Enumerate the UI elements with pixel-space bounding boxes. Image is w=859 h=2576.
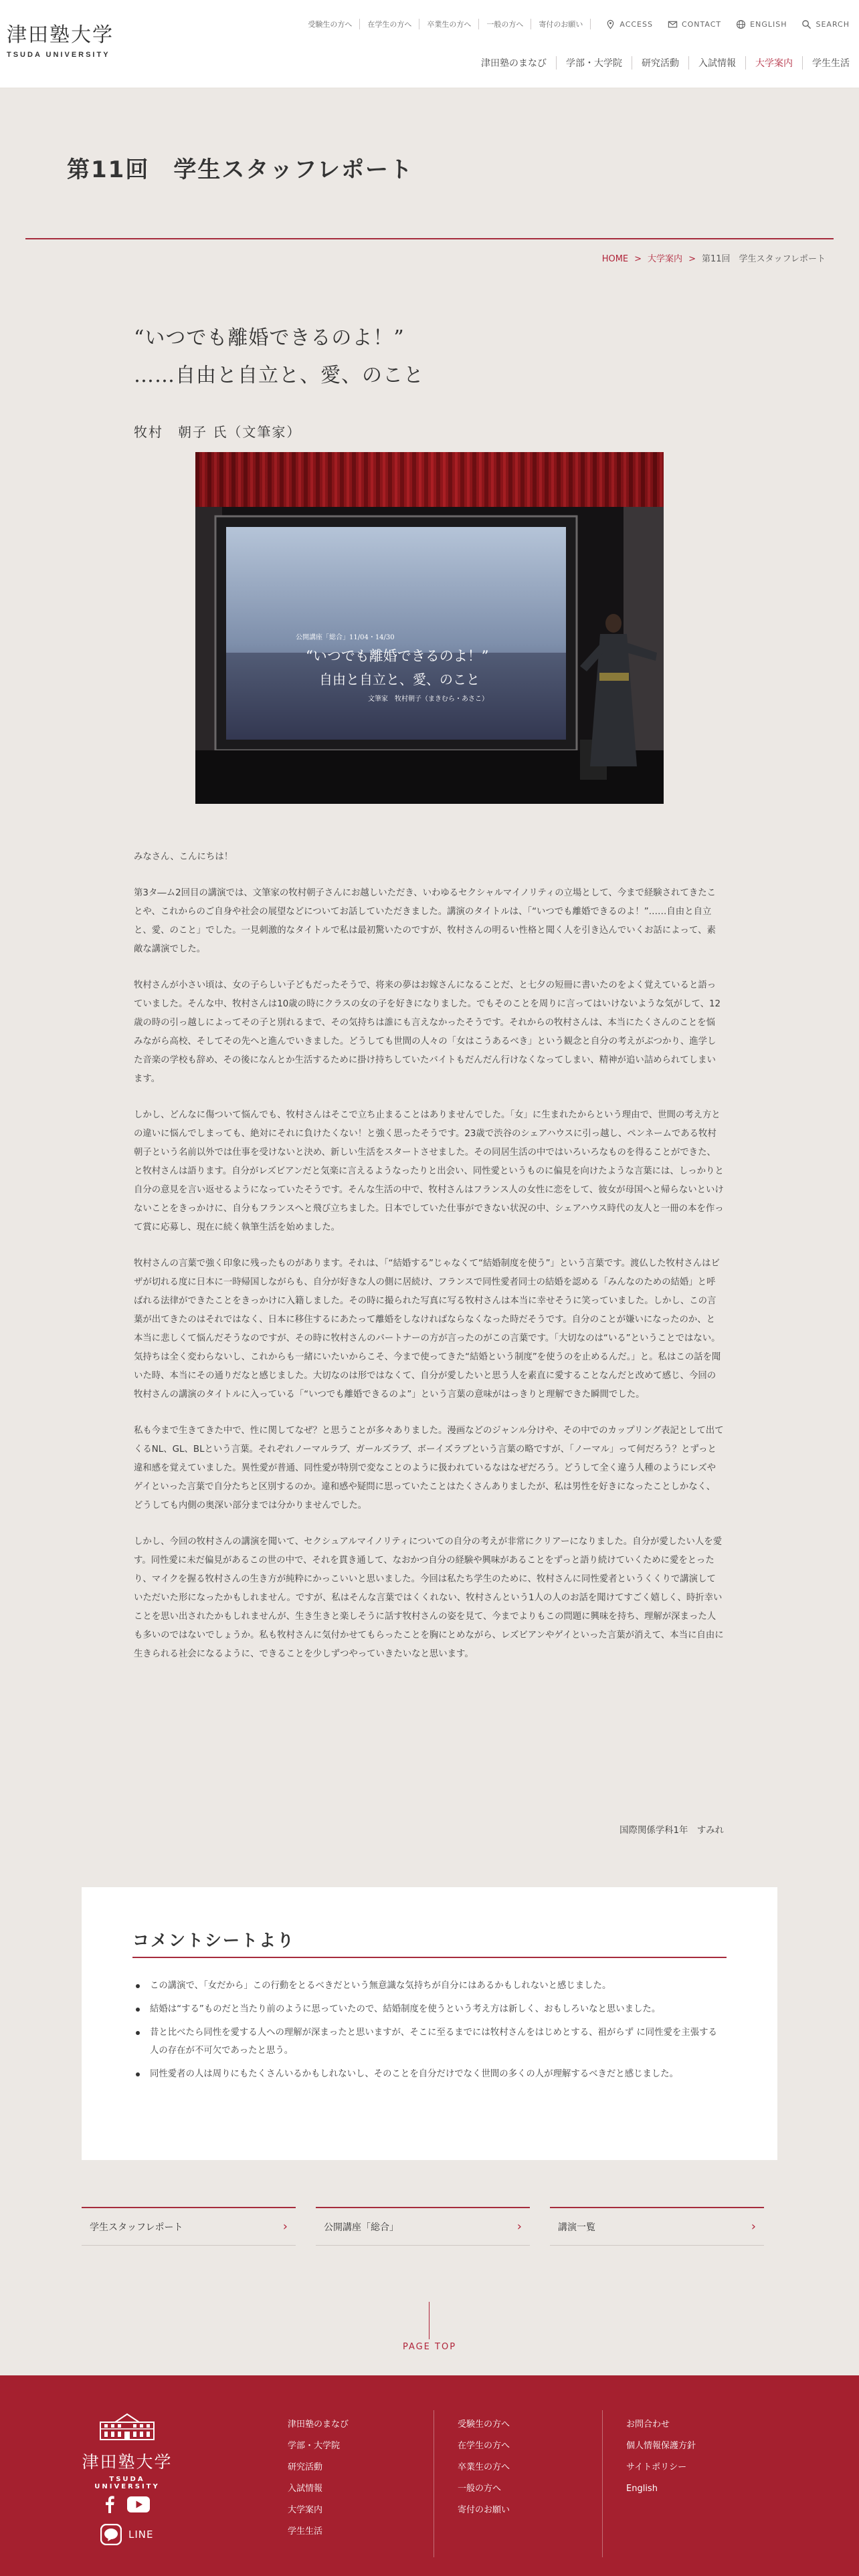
breadcrumb-current: 第11回 学生スタッフレポート (701, 254, 826, 264)
breadcrumb-home[interactable]: HOME (601, 254, 629, 264)
page-title: 第11回 学生スタッフレポート (67, 156, 413, 183)
footer-link[interactable]: 津田塾のまなび (288, 2420, 349, 2430)
footer-link[interactable]: 一般の方へ (458, 2484, 502, 2494)
mail-icon (668, 19, 678, 29)
related-link-label: 講演一覧 (558, 2222, 595, 2233)
main-nav (472, 56, 850, 70)
comment-sheet-divider (132, 1957, 727, 1958)
article-paragraph: しかし、どんなに傷ついて悩んでも、牧村さんはそこで立ち止まることはありませんでした。「女」に生まれたからという理由で、世間の考え方との違いに悩んでしまっても、絶対にそれに負けたくない！と強く思ったそうです。23歳で渋谷のシェアハウスに引っ越し、ペンネームである牧村朝子という名前以外では仕事を受けないと決め、新しい生活をスタートさせました。その同居生活の中ではいろいろなものを得ることができた、と牧村さんは語ります。自分がレズビアンだと気楽に言えるようなったりと出会い、同性愛というものに偏見を向けたような言葉には、しっかりと自分の意見を言い返せるようになっていたそうです。そんな生活の中で、牧村さんはフランス人の女性に恋をして、彼女が母国へと帰らないといけないことをきっかけに、自分もフランスへと飛び立ちました。日本でしていた仕事ができない状況の中、シェアハウス時代の友人と一冊の本を作って賞に応募し、現在に続く執筆生活を始めました。 (134, 1110, 724, 1232)
contact-label: CONTACT (681, 19, 722, 29)
facebook-icon (104, 2496, 115, 2513)
footer-link[interactable]: 大学案内 (288, 2505, 323, 2515)
slide-text-1: 公開講座「総合」11/04・14/30 (296, 634, 395, 641)
speaker-name: 牧村 朝子 氏（文筆家） (134, 424, 302, 440)
main-nav-education[interactable]: 津田塾のまなび (472, 56, 557, 70)
line-icon (100, 2524, 122, 2545)
access-label: ACCESS (619, 19, 653, 29)
access-link[interactable] (605, 19, 653, 29)
related-link-public-lecture[interactable] (316, 2207, 530, 2246)
site-header (0, 0, 859, 88)
author-signature: 国際関係学科1年 すみれ (619, 1826, 724, 1836)
title-divider (25, 238, 834, 239)
facebook-link[interactable] (104, 2496, 115, 2516)
article-paragraph: 私も今まで生きてきた中で、性に関してなぜ？と思うことが多々ありました。漫画などのジャンル分けや、その中でのカップリング表記として出てくるNL、GL、BLという言葉。それぞれノーマルラブ、ガールズラブ、ボーイズラブという言葉の略ですが、「ノーマル」って何だろう？とずっと違和感を覚えていました。異性愛が普通、同性愛が特別で変なことのように扱われているなはなぜだろう。どうして全く違う人種のようにレズやゲイといった言葉で自分たちと区別するのか。違和感や疑問に思っていたことはたくさんありましたが、私は男性を好きになったことしかなく、どうしても内側の奥深い部分までは分かりませんでした。 (134, 1426, 724, 1511)
footer-link[interactable]: 研究活動 (288, 2462, 323, 2472)
main-nav-campus-life[interactable]: 学生生活 (812, 58, 850, 69)
footer-logo-english: TSUDA UNIVERSITY (94, 2476, 160, 2490)
youtube-icon (127, 2496, 150, 2512)
nav-public-link[interactable]: 一般の方へ (479, 19, 531, 29)
footer-nav-audience (458, 2414, 510, 2521)
chevron-right-icon: › (282, 2220, 288, 2234)
chevron-right-icon: › (516, 2220, 522, 2234)
chevron-right-icon: › (751, 2220, 756, 2234)
nav-applicants-link[interactable]: 受験生の方へ (300, 19, 360, 29)
footer-link[interactable]: 在学生の方へ (458, 2441, 510, 2451)
line-label: LINE (128, 2529, 154, 2541)
line-link[interactable] (100, 2524, 153, 2545)
comment-sheet-title: コメントシートより (132, 1931, 296, 1950)
article-paragraph: 牧村さんの言葉で強く印象に残ったものがあります。それは、「“結婚する”じゃなくて“結婚制度を使う”」という言葉です。渡仏した牧村さんはビザが切れる度に日本に一時帰国しながらも、自分が好きな人の側に居続け、フランスで同性愛者同士の結婚を認める「みんなのための結婚」と呼ばれる法律ができたことをきっかけに入籍しました。その時に撮られた写真に写る牧村さんは本当に幸せそうに笑っていました。しかし、この言葉が出てきたのはそれではなく、日本に移住するにあたって離婚をしなければならなくなった時だそうです。自分のことが嫌いになったのか、と本当に悲しくて悩んだそうなのですが、その時に牧村さんのパートナーの方が言ったのがこの言葉です。「大切なのは“いる”ということではない。気持ちは全く変わらないし、これからも一緒にいたいからこそ、今まで使ってきた“結婚という制度”を使うのを止めるんだ。」と。私はこの話を聞いた時、本当にその通りだなと感じました。大切なのは形ではなくて、自分が愛したいと思う人を素直に愛することなんだと改めて感じ、今回の牧村さんの講演のタイトルに入っている「“いつでも離婚できるのよ”」という言葉の意味がはっきりと理解できた瞬間でした。 (134, 1259, 721, 1400)
page-top-line (429, 2302, 430, 2339)
nav-students-link[interactable]: 在学生の方へ (360, 19, 419, 29)
comment-item: この講演で、「女だから」この行動をとるべきだという無意識な気持ちが自分にはあるかもしれないと感じました。 (132, 1977, 721, 1995)
related-link-lecture-list[interactable] (550, 2207, 764, 2246)
footer-link[interactable]: 学部・大学院 (288, 2441, 341, 2451)
footer-link[interactable]: 学生生活 (288, 2527, 323, 2537)
breadcrumb-about[interactable]: 大学案内 (648, 254, 683, 264)
nav-donation-link[interactable]: 寄付のお願い (531, 19, 591, 29)
footer-nav-info (626, 2414, 696, 2500)
article-paragraph: 第3タ―ム2回目の講演では、文筆家の牧村朝子さんにお越しいただき、いわゆるセクシャルマイノリティの立場として、今まで経験されてきたことや、これからのご自身や社会の展望などについてお話していただきました。講演のタイトルは、「“いつでも離婚できるのよ！”……自由と自立と、愛、のこと」でした。一見刺激的なタイトルで私は最初驚いたのですが、牧村さんの明るい性格と聞く人を引き込んでいくお話によって、素敵な講演でした。 (134, 888, 717, 954)
breadcrumb-separator: > (634, 254, 642, 264)
article-paragraph: しかし、今回の牧村さんの講演を聞いて、セクシュアルマイノリティについての自分の考えが非常にクリアーになりました。自分が愛したい人を愛す。同性愛に未だ偏見があるこの世の中で、それを貫き通して、なおかつ自分の経験や興味があることをずっと語り続けていくために愛をとったり、マイクを握る牧村さんの生き方が純粋にかっこいいと思いました。今回は私たち学生のために、牧村さんに同性愛者というくくりで講演していただいた形になったかもしれません。ですが、私はそんな言葉ではくくれない、牧村さんという1人の人のお話を聞けてすごく嬉しく、時折幸いことを思い出されたかもしれませんが、生き生きと楽しそうに話す牧村さんの姿を見て、今までよりもこの問題に興味を持ち、理解が深まった人も多いのではないでしょうか。私も牧村さんに気付かせてもらったことを胸にとめながら、レズビアンやゲイといった言葉が消えて、本当に自由に生きられる社会になるように、できることを少しずつやっていきたいなと思います。 (134, 1537, 724, 1659)
footer-social-links (100, 2496, 153, 2545)
lecture-title (134, 320, 424, 395)
footer-link[interactable]: お問合わせ (626, 2420, 670, 2430)
globe-icon (736, 19, 746, 29)
utility-nav (300, 19, 850, 29)
article-paragraph: 牧村さんが小さい頃は、女の子らしい子どもだったそうで、将来の夢はお嫁さんになることだ、と七夕の短冊に書いたのをよく覚えていると語っていました。そんな中、牧村さんは10歳の時にクラスの女の子を好きになりました。でもそのことを周りに言ってはいけないような気がして、12歳の時の引っ越しによってその子と別れるまで、その気持ちは誰にも言えなかったそうです。それからの牧村さんは、本当にたくさんのことを悩みながら高校、そしてその先へと進んでいきました。どうしても世間の人々の「女はこうあるべき」という観念と自分の考えがぶつかり、進学した音楽の学校も辞め、その後になんとか生活するために掛け持ちしていたバイトもだんだん行けなくなってしまい、精神が追い詰められてしまいます。 (134, 980, 721, 1084)
footer-link[interactable]: 寄付のお願い (458, 2505, 510, 2515)
search-label: SEARCH (816, 19, 850, 29)
lecture-photo (195, 452, 664, 804)
article-body (134, 848, 724, 1681)
related-link-label: 公開講座「総合」 (324, 2222, 399, 2233)
main-nav-faculties[interactable]: 学部・大学院 (557, 56, 632, 70)
footer-link[interactable]: 受験生の方へ (458, 2420, 510, 2430)
footer-link[interactable]: 個人情報保護方針 (626, 2441, 696, 2451)
site-logo[interactable] (7, 25, 114, 59)
footer-link[interactable]: 卒業生の方へ (458, 2462, 510, 2472)
lecture-photo-illustration (195, 452, 664, 804)
related-link-label: 学生スタッフレポート (90, 2222, 183, 2233)
nav-alumni-link[interactable]: 卒業生の方へ (419, 19, 479, 29)
comment-item: 昔と比べたら同性を愛する人への理解が深まったと思いますが、そこに至るまでには牧村さんをはじめとする、祖がらず に同性愛を主張する人の存在が不可欠であったと思う。 (132, 2024, 721, 2060)
youtube-link[interactable] (127, 2496, 150, 2515)
university-building-icon (95, 2413, 159, 2442)
breadcrumb-separator: > (688, 254, 696, 264)
logo-english: TSUDA UNIVERSITY (7, 51, 110, 59)
lecture-title-line1: “いつでも離婚できるのよ！” (134, 326, 405, 350)
article-paragraph: みなさん、こんにちは！ (134, 852, 233, 862)
footer-link[interactable]: サイトポリシー (626, 2462, 687, 2472)
footer-logo-japanese: 津田塾大学 (82, 2452, 173, 2472)
english-link[interactable] (736, 19, 787, 29)
contact-link[interactable] (668, 19, 721, 29)
map-pin-icon (605, 19, 615, 29)
slide-text-4: 文筆家 牧村朝子（まきむら・あさこ） (368, 695, 488, 703)
search-icon (801, 19, 812, 29)
main-nav-about[interactable]: 大学案内 (746, 56, 803, 70)
comment-item: 同性愛者の人は周りにもたくさんいるかもしれないし、そのことを自分だけでなく世間の多くの人が理解するべきだと感じました。 (132, 2065, 721, 2083)
comment-list (132, 1977, 721, 2088)
page-top-button[interactable]: PAGE TOP (402, 2342, 457, 2352)
comment-item: 結婚は“する”ものだと当たり前のように思っていたので、結婚制度を使うという考え方は新しく、おもしろいなと思いました。 (132, 2000, 721, 2018)
comment-sheet-box (82, 1887, 777, 2160)
footer-divider (602, 2410, 603, 2557)
footer-link[interactable]: 入試情報 (288, 2484, 323, 2494)
main-nav-admissions[interactable]: 入試情報 (689, 56, 746, 70)
slide-text-3: 自由と自立と、愛、のこと (319, 671, 480, 687)
footer-link[interactable]: English (626, 2484, 658, 2494)
search-link[interactable] (801, 19, 850, 29)
footer-logo[interactable] (75, 2413, 179, 2490)
lecture-title-line2: ……自由と自立と、愛、のこと (134, 364, 424, 387)
logo-japanese: 津田塾大学 (7, 23, 114, 47)
english-label: ENGLISH (750, 19, 787, 29)
site-footer (0, 2375, 859, 2576)
slide-text-2: “いつでも離婚できるのよ！” (306, 648, 489, 664)
related-link-staff-report[interactable] (82, 2207, 296, 2246)
breadcrumb (602, 251, 826, 264)
footer-nav-main (288, 2414, 349, 2543)
main-nav-research[interactable]: 研究活動 (632, 56, 689, 70)
